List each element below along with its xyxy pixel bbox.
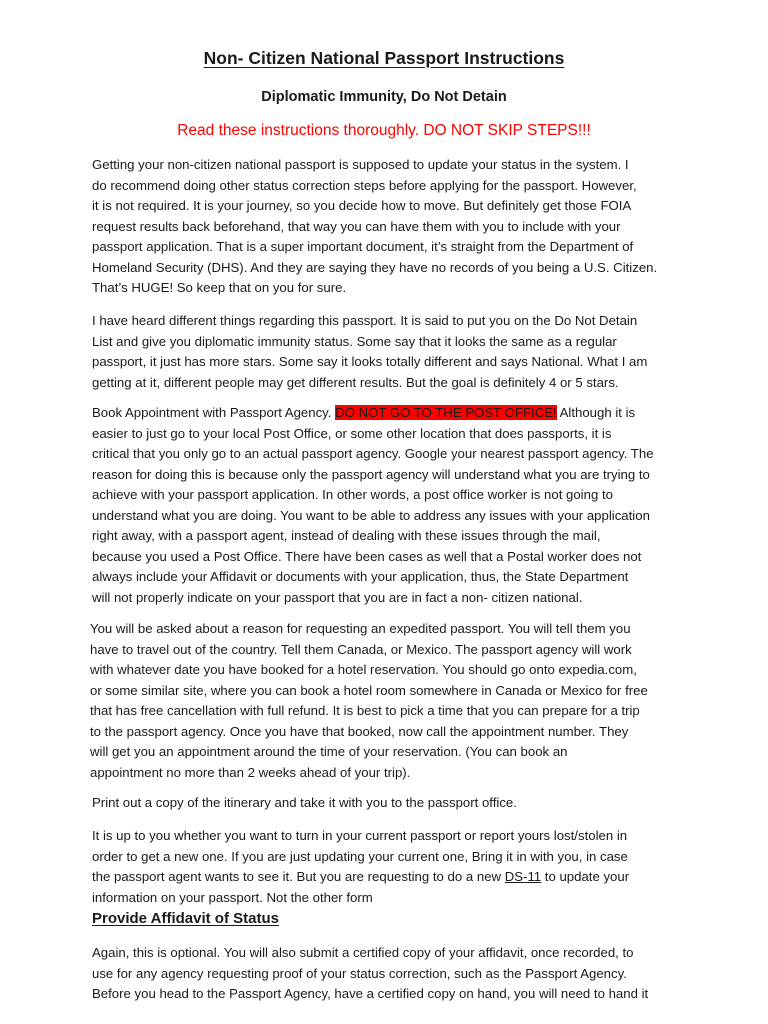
paragraph-line: Print out a copy of the itinerary and take it with you to the passport office. <box>92 795 517 810</box>
paragraph-line: always include your Affidavit or documents with your application, thus, the State Department <box>92 569 629 584</box>
warning-text: Read these instructions thoroughly. DO NOT SKIP STEPS!!! <box>177 122 591 139</box>
paragraph-affidavit <box>92 943 692 1005</box>
paragraph-itinerary <box>92 793 692 814</box>
appointment-lead-continued: Although it is <box>556 405 636 420</box>
appointment-lead-text: Book Appointment with Passport Agency. <box>92 405 336 420</box>
paragraph-line: achieve with your passport application. In other words, a post office worker is not going to <box>92 487 613 502</box>
paragraph-foia <box>92 155 692 299</box>
paragraph-line: getting at it, different people may get different results. But the goal is definitely 4 or 5 stars. <box>92 374 619 390</box>
paragraph-line: it is not required. It is your journey, so you decide how to move. But definitely get those FOIA <box>92 198 632 213</box>
paragraph-line: You will be asked about a reason for requesting an expedited passport. You will tell them you <box>90 621 631 636</box>
paragraph-line-with-form <box>92 867 692 888</box>
paragraph-current-passport <box>92 826 692 908</box>
paragraph-line: List and give you diplomatic immunity status. Some say that it looks the same as a regular <box>92 333 617 349</box>
paragraph-line: because you used a Post Office. There have been cases as well that a Postal worker does not <box>92 548 642 564</box>
paragraph-line: information on your passport. Not the other form <box>92 889 373 905</box>
paragraph-line: understand what you are doing. You want to be able to address any issues with your application <box>92 507 650 523</box>
paragraph-line: passport application. That is a super important document, it’s straight from the Department of <box>92 239 634 254</box>
document-title-text: Non- Citizen National Passport Instructions <box>203 48 565 68</box>
ds11-form-reference: DS-11 <box>504 869 542 884</box>
document-subtitle: Diplomatic Immunity, Do Not Detain <box>261 89 507 105</box>
paragraph-line: Homeland Security (DHS). And they are saying they have no records of you being a U.S. Citizen. <box>92 259 658 275</box>
paragraph-line: use for any agency requesting proof of your status correction, such as the Passport Agency. <box>92 965 627 981</box>
form-request-text: the passport agent wants to see it. But you are requesting to do a new <box>92 869 505 884</box>
paragraph-line: Before you head to the Passport Agency, have a certified copy on hand, you will need to hand it <box>92 986 649 1001</box>
paragraph-line: That’s HUGE! So keep that on you for sure. <box>92 280 347 295</box>
document-title <box>0 46 768 70</box>
form-request-continued: to update your <box>541 869 630 884</box>
paragraph-book-appointment <box>92 403 692 608</box>
paragraph-line: that has free cancellation with full refund. It is best to pick a time that you can prepare for a trip <box>90 703 640 718</box>
paragraph-line: reason for doing this is because only the passport agency will understand what you are trying to <box>92 466 650 482</box>
paragraph-line: request results back beforehand, that way you can have them with you to include with your <box>92 218 621 234</box>
paragraph-line: order to get a new one. If you are just updating your current one, Bring it in with you, in case <box>92 848 628 864</box>
paragraph-first-line <box>92 403 692 424</box>
paragraph-line: with whatever date you have booked for a hotel reservation. You should go onto expedia.com, <box>90 662 637 677</box>
paragraph-line: It is up to you whether you want to turn in your current passport or report yours lost/stolen in <box>92 828 628 843</box>
paragraph-line: easier to just go to your local Post Office, or some other location that does passports, it is <box>92 425 612 441</box>
paragraph-line: critical that you only go to an actual passport agency. Google your nearest passport agency. The <box>92 446 654 461</box>
paragraph-line: right away, with a passport agent, instead of dealing with these issues through the mail, <box>92 528 601 543</box>
paragraph-line: Again, this is optional. You will also submit a certified copy of your affidavit, once recorded, to <box>92 945 634 960</box>
post-office-warning-highlight: DO NOT GO TO THE POST OFFICE! <box>335 405 557 420</box>
paragraph-line: do recommend doing other status correction steps before applying for the passport. However, <box>92 177 637 193</box>
paragraph-line: have to travel out of the country. Tell them Canada, or Mexico. The passport agency will work <box>90 641 632 657</box>
paragraph-diplomatic-status <box>92 311 692 393</box>
paragraph-line: will not properly indicate on your passport that you are in fact a non- citizen national. <box>92 589 583 605</box>
paragraph-line: to the passport agency. Once you have that booked, now call the appointment number. They <box>90 723 629 739</box>
paragraph-line: or some similar site, where you can book a hotel room somewhere in Canada or Mexico for free <box>90 682 648 698</box>
paragraph-line: passport, it just has more stars. Some say it looks totally different and says National. What I am <box>92 354 648 369</box>
paragraph-line: appointment no more than 2 weeks ahead of your trip). <box>90 764 411 780</box>
paragraph-line: I have heard different things regarding this passport. It is said to put you on the Do Not Detain <box>92 313 638 328</box>
paragraph-line: Getting your non-citizen national passport is supposed to update your status in the system. I <box>92 157 629 172</box>
section-heading-affidavit: Provide Affidavit of Status <box>92 910 279 927</box>
paragraph-line: will get you an appointment around the time of your reservation. (You can book an <box>90 744 568 759</box>
paragraph-expedite-reason <box>90 619 690 783</box>
